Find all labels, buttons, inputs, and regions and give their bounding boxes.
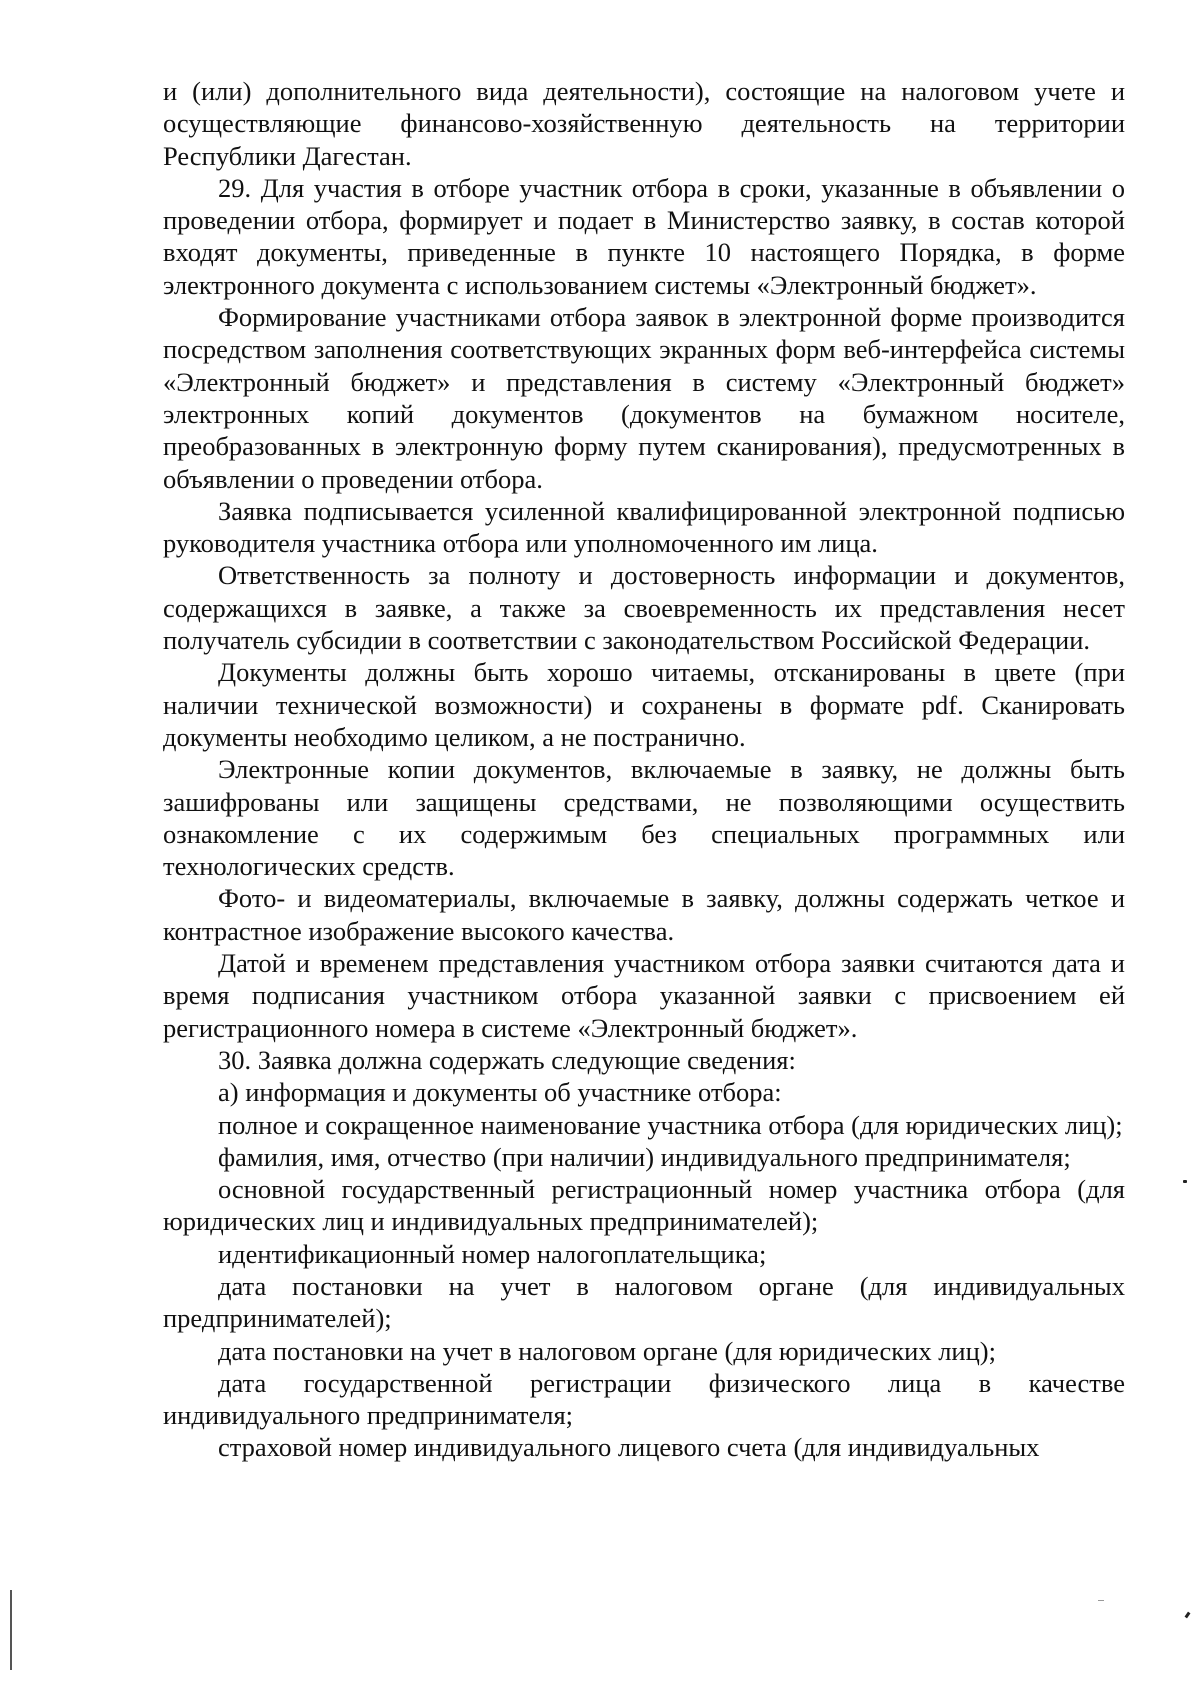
- paragraph-item-29: 29. Для участия в отборе участник отбора в сроки, указанные в объявлении о проведении отбора, формирует и подает в Министерство заявку, в состав которой входят документы, приведенные в пункте 10 настоящего Порядка, в форме электронного документа с использованием системы «Электронный бюджет».: [163, 172, 1125, 300]
- paragraph-item-30: 30. Заявка должна содержать следующие сведения:: [218, 1044, 796, 1075]
- list-item-full-name: фамилия, имя, отчество (при наличии) индивидуального предпринимателя;: [218, 1141, 1071, 1172]
- list-item-a: а) информация и документы об участнике отбора:: [218, 1077, 782, 1108]
- scan-edge-artifact: [10, 1590, 12, 1670]
- list-item-inn: идентификационный номер налогоплательщика;: [218, 1238, 767, 1269]
- scan-speck: [1185, 1612, 1191, 1619]
- list-item-registration-date: дата государственной регистрации физического лица в качестве индивидуального предпринимателя;: [163, 1367, 1125, 1431]
- paragraph-media: Фото- и видеоматериалы, включаемые в заявку, должны содержать четкое и контрастное изображение высокого качества.: [163, 883, 1125, 946]
- scan-speck: [1098, 1600, 1104, 1601]
- paragraph-forming-application: Формирование участниками отбора заявок в электронной форме производится посредством заполнения соответствующих экранных форм веб-интерфейса системы «Электронный бюджет» и представления в систему «Электронный бюджет» электронных копий документов (документов на бумажном носителе, преобразованных в электронную форму путем сканирования), предусмотренных в объявлении о проведении отбора.: [163, 302, 1125, 494]
- scan-speck: [1183, 1180, 1187, 1183]
- paragraph-scan-requirements: Документы должны быть хорошо читаемы, отсканированы в цвете (при наличии технической возможности) и сохранены в формате pdf. Сканировать документы необходимо целиком, а не постранично.: [163, 657, 1125, 752]
- list-item-snils: страховой номер индивидуального лицевого счета (для индивидуальных: [218, 1432, 1040, 1463]
- paragraph-electronic-copies: Электронные копии документов, включаемые в заявку, не должны быть зашифрованы или защищены средствами, не позволяющими осуществить ознакомление с их содержимым без специальных программных или технологических средств.: [163, 754, 1125, 882]
- list-item-ogrn: основной государственный регистрационный номер участника отбора (для юридических лиц и индивидуальных предпринимателей);: [163, 1174, 1125, 1237]
- list-item-tax-date-ip: дата постановки на учет в налоговом органе (для индивидуальных предпринимателей);: [163, 1270, 1125, 1334]
- list-item-name: полное и сокращенное наименование участника отбора (для юридических лиц);: [218, 1109, 1123, 1140]
- paragraph-continuation: и (или) дополнительного вида деятельности), состоящие на налоговом учете и осуществляющие финансово-хозяйственную деятельность на территории Республики Дагестан.: [163, 76, 1125, 171]
- list-item-tax-date-legal: дата постановки на учет в налоговом органе (для юридических лиц);: [218, 1335, 996, 1366]
- document-page: [163, 75, 1125, 1464]
- paragraph-date-time: Датой и временем представления участником отбора заявки считаются дата и время подписания участником отбора указанной заявки с присвоением ей регистрационного номера в системе «Электронный бюджет».: [163, 948, 1125, 1043]
- paragraph-signature: Заявка подписывается усиленной квалифицированной электронной подписью руководителя участника отбора или уполномоченного им лица.: [163, 495, 1125, 559]
- paragraph-responsibility: Ответственность за полноту и достоверность информации и документов, содержащихся в заявке, а также за своевременность их представления несет получатель субсидии в соответствии с законодательством Российской Федерации.: [163, 560, 1125, 656]
